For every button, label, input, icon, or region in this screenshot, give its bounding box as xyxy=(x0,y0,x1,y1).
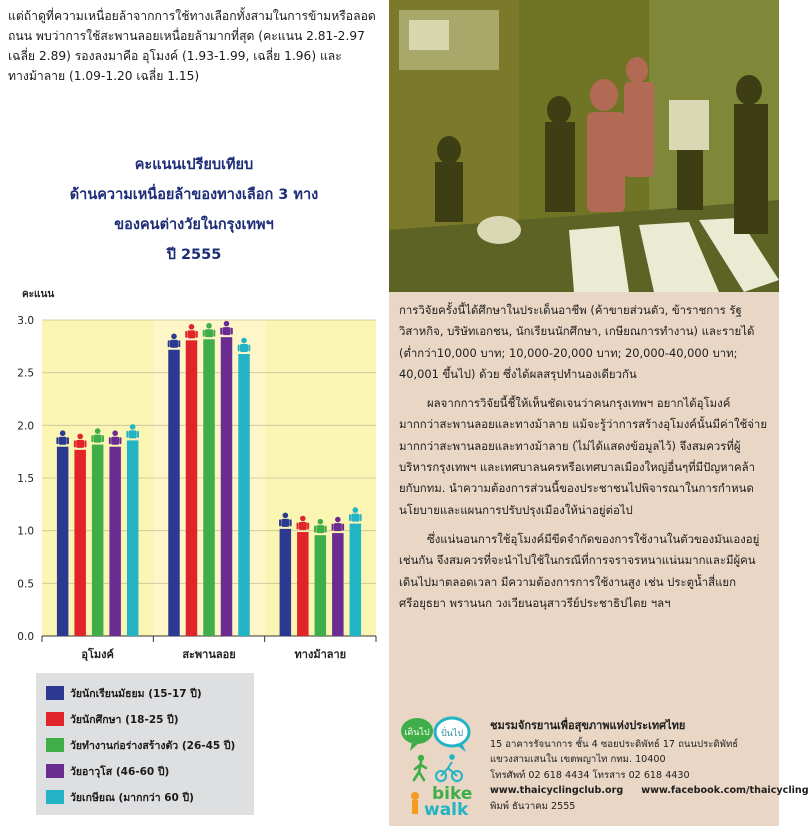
chart-title-line: ด้านความเหนื่อยล้าของทางเลือก 3 ทาง xyxy=(69,187,319,203)
intro-paragraph: แต่ถ้าดูที่ความเหนื่อยล้าจากการใช้ทางเลือกทั้งสามในการข้ามหรือลอดถนน พบว่าการใช้สะพานลอยเหนื่อยล้ามากที่สุด (คะแนน 2.81-2.97 เฉลี่ย 2.89) รองลงมาคือ อุโมงค์ (1.93-1.99, เฉลี่ย 1.96) และทางม้าลาย (1.09-1.20 เฉลี่ย 1.15) xyxy=(8,9,376,83)
x-category-label: ทางม้าลาย xyxy=(294,648,347,661)
bike-walk-wordmark xyxy=(411,784,472,820)
legend-item xyxy=(46,763,169,779)
y-tick-label: 1.5 xyxy=(17,473,34,485)
print-date: พิมพ์ ธันวาคม 2555 xyxy=(490,800,576,812)
bar xyxy=(57,447,69,636)
legend-label: วัยทำงานก่อร่างสร้างตัว (26-45 ปี) xyxy=(70,739,236,752)
legend-item xyxy=(46,711,179,727)
bar xyxy=(332,533,344,636)
org-name: ชมรมจักรยานเพื่อสุขภาพแห่งประเทศไทย xyxy=(490,719,686,732)
bar xyxy=(74,450,86,636)
legend-label: วัยนักเรียนมัธยม (15-17 ปี) xyxy=(70,687,202,700)
bar-chart xyxy=(0,300,388,670)
bar xyxy=(280,529,292,636)
bar xyxy=(350,524,362,636)
legend-swatch xyxy=(46,686,64,700)
legend-item xyxy=(46,737,235,753)
x-category-label: อุโมงค์ xyxy=(81,648,114,661)
bar xyxy=(109,447,121,636)
logo-word-bike: bike xyxy=(432,784,473,804)
y-tick-label: 2.0 xyxy=(17,420,34,433)
chart-legend xyxy=(36,673,254,815)
y-tick-label: 0.5 xyxy=(17,578,34,591)
website-link[interactable]: www.thaicyclingclub.org xyxy=(490,785,624,797)
x-category-label: สะพานลอย xyxy=(182,648,236,661)
logo-bubble-right: ปั่นไป xyxy=(440,729,464,739)
legend-swatch xyxy=(46,764,64,778)
bar xyxy=(238,354,250,636)
bar xyxy=(315,535,327,636)
logo-word-walk: walk xyxy=(424,800,469,820)
facebook-link[interactable]: www.facebook.com/thaicycling xyxy=(641,785,809,797)
legend-swatch xyxy=(46,712,64,726)
legend-swatch xyxy=(46,738,64,752)
y-tick-label: 2.5 xyxy=(17,367,34,380)
legend-item xyxy=(46,685,202,701)
body-paragraph: ซึ่งแน่นอนการใช้อุโมงค์มีขีดจำกัดของการใช้งานในตัวของมันเองอยู่เช่นกัน จึงสมควรที่จะนำไปใช้ในกรณีที่การจราจรหนาแน่นมากและมีผู้คนเดินไปมาตลอดเวลา มีความต้องการการใช้งานสูง เช่น ประตูน้ำสี่แยกศรีอยุธยา พรานนก วงเวียนอนุสาวรีย์ประชาธิปไตย ฯลฯ xyxy=(399,531,760,610)
chart-title-line: ของคนต่างวัยในกรุงเทพฯ xyxy=(114,217,274,233)
street-crossing-photo xyxy=(389,0,779,292)
walker-icon xyxy=(414,755,426,780)
y-tick-label: 1.0 xyxy=(17,525,34,538)
logo-bubble-left: เดินไป xyxy=(404,728,430,738)
bar xyxy=(297,532,309,636)
chart-title-line: ปี 2555 xyxy=(166,247,222,263)
legend-label: วัยเกษียณ (มากกว่า 60 ปี) xyxy=(70,791,194,804)
bar xyxy=(168,350,180,636)
legend-item xyxy=(46,789,194,805)
y-tick-label: 0.0 xyxy=(17,631,34,643)
body-paragraph: การวิจัยครั้งนี้ได้ศึกษาในประเด็นอาชีพ (ค้าขายส่วนตัว, ข้าราชการ รัฐ วิสาหกิจ, บริษัทเอกชน, นักเรียนนักศึกษา, เกษียณการทำงาน) และรายได้ (ต่ำกว่า10,000 บาท; 10,000-20,000 บาท; 20,000-40,000 บาท; 40,001 ขึ้นไป) ด้วย ซึ่งได้ผลสรุปทำนองเดียวกัน xyxy=(399,303,755,381)
body-paragraph: ผลจากการวิจัยนี้ชี้ให้เห็นชัดเจนว่าคนกรุงเทพฯ อยากได้อุโมงค์มากกว่าสะพานลอยและทางม้าลาย แม้จะรู้ว่าการสร้างอุโมงค์นั้นมีค่าใช้จ่ายมากกว่าสะพานลอยและทางม้าลาย (ไม่ได้แสดงข้อมูลไว้) จึงสมควรที่ผู้บริหารกรุงเทพฯ และเทศบาลนครหรือเทศบาลเมืองใหญ่อื่นๆที่มีปัญหาคล้ายกับกทม. นำความต้องการส่วนนี้ของประชาชนไปพิจารณาในการกำหนดนโยบายและแผนการปรับปรุงเมืองให้น่าอยู่ต่อไป xyxy=(399,396,768,517)
contact-info xyxy=(490,718,809,815)
address-line: 15 อาคารรัจนาการ ชั้น 4 ซอยประดิพัทธ์ 17 ถนนประดิพัทธ์ xyxy=(490,738,739,750)
y-axis-label: คะแนน xyxy=(22,289,55,300)
legend-label: วัยนักศึกษา (18-25 ปี) xyxy=(70,713,179,726)
bar xyxy=(186,340,198,636)
address-line: แขวงสามเสนใน เขตพญาไท กทม. 10400 xyxy=(490,754,666,766)
chart-title-line: คะแนนเปรียบเทียบ xyxy=(134,157,254,173)
bar xyxy=(221,337,233,636)
bar xyxy=(203,339,215,636)
bike-walk-logo xyxy=(400,716,474,820)
legend-label: วัยอาวุโส (46-60 ปี) xyxy=(70,765,170,778)
phone-fax: โทรศัพท์ 02 618 4434 โทรสาร 02 618 4430 xyxy=(490,769,690,781)
cyclist-icon xyxy=(436,754,462,781)
chart-title xyxy=(0,150,388,270)
legend-swatch xyxy=(46,790,64,804)
bar xyxy=(127,440,138,636)
y-tick-label: 3.0 xyxy=(17,315,34,327)
bar xyxy=(92,445,104,636)
